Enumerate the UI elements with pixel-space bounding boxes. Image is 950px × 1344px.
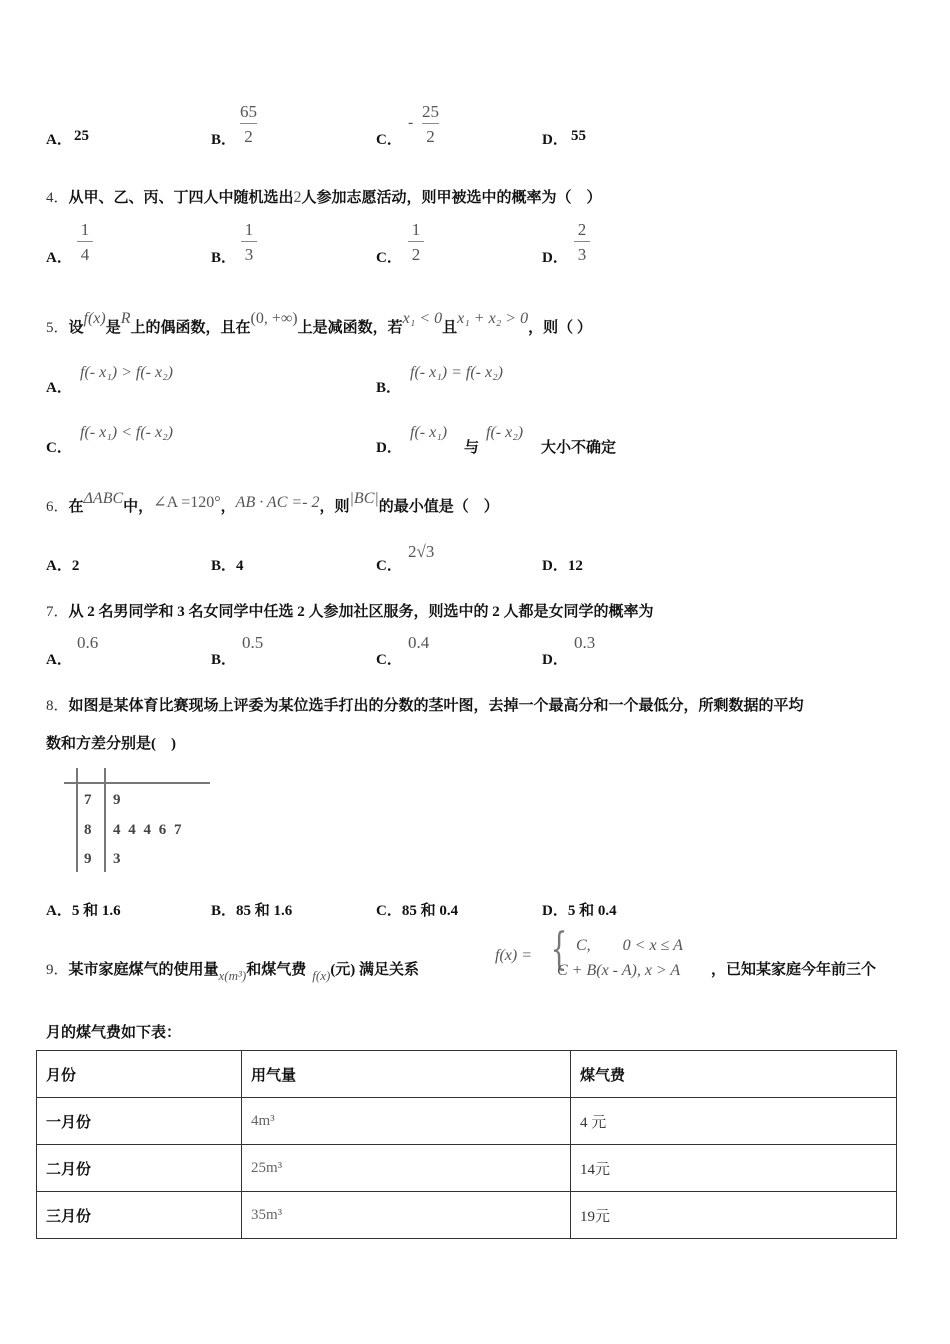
math-inline: (0, +∞): [250, 310, 298, 327]
table-cell-fee: 4 元: [571, 1098, 897, 1145]
piecewise-case-1: C, 0 < x ≤ A: [576, 937, 683, 954]
option-c-label: C．: [46, 440, 72, 456]
leaves: 9: [113, 792, 121, 808]
option-c-label: C．: [376, 132, 402, 148]
math-inline: x₁ + x₂ > 0: [457, 310, 529, 327]
denominator: 4: [80, 245, 90, 264]
table-row: [37, 1098, 897, 1145]
question-8-line-1: [46, 694, 804, 715]
math-inline: ∠A =120°: [153, 494, 221, 511]
table-cell-fee: 19元: [571, 1192, 897, 1239]
option-b-label: B．: [211, 652, 237, 668]
numerator: 1: [411, 220, 421, 239]
option-b: [211, 554, 244, 575]
question-text: 上的偶函数，且在: [130, 320, 251, 336]
math-inline: f(x): [83, 310, 106, 327]
option-c-label: C．: [376, 652, 402, 668]
numerator: 65: [240, 102, 257, 121]
denominator: 2: [426, 127, 435, 146]
option-a-label: A．: [46, 380, 72, 396]
question-text: (元) 满足关系: [330, 962, 420, 978]
option-c-label: C．: [376, 250, 402, 266]
question-text: 上是减函数，若: [297, 320, 403, 336]
option-value: 5 和 1.6: [71, 903, 121, 919]
stem: 9: [84, 851, 92, 867]
option-d-label: D．: [542, 250, 568, 266]
question-text: 和煤气费: [246, 962, 307, 978]
question-text: 的最小值是（ ）: [378, 499, 499, 515]
option-value: 85 和 1.6: [236, 903, 293, 919]
option-value: 12: [567, 558, 583, 574]
piecewise-fx: f(x) =: [495, 947, 532, 964]
table-header: 月份: [37, 1051, 242, 1098]
option-d-math: f(- x₁): [410, 424, 448, 441]
option-label: C．: [376, 903, 402, 919]
math-inline: R: [120, 310, 131, 327]
fraction: [77, 221, 93, 263]
stem: 7: [84, 792, 92, 808]
option-a: [46, 899, 121, 920]
leaves: 4 4 4 6 7: [113, 822, 182, 838]
option-a-math: f(- x₁) > f(- x₂): [80, 364, 173, 381]
option-b-value: 0.5: [242, 633, 264, 652]
math-inline: 2: [293, 189, 302, 206]
table-cell-month: 二月份: [37, 1145, 242, 1192]
option-value: 5 和 0.4: [567, 903, 617, 919]
option-d-math: f(- x₂): [486, 424, 524, 441]
option-label: D．: [542, 558, 568, 574]
numerator: 2: [577, 220, 587, 239]
option-c-math: f(- x₁) < f(- x₂): [80, 424, 173, 441]
question-text: 设: [68, 320, 84, 336]
denominator: 3: [577, 245, 587, 264]
question-number: 9．: [46, 962, 69, 978]
question-8-line-2: 数和方差分别是( ): [46, 736, 176, 752]
question-6-stem: [46, 490, 499, 516]
math-inline: |BC|: [349, 490, 379, 507]
fraction: [408, 221, 424, 263]
gas-fee-table: [36, 1050, 897, 1239]
fraction: [240, 103, 257, 145]
option-a-label: A．: [46, 132, 72, 148]
question-7-stem: [46, 600, 654, 621]
table-cell-fee: 14元: [571, 1145, 897, 1192]
option-value: 2: [71, 558, 80, 574]
option-label: B．: [211, 558, 237, 574]
option-c-math: 2√3: [408, 542, 435, 561]
math-inline: x₁ < 0: [402, 310, 443, 327]
option-d: [542, 899, 617, 920]
option-value: 4: [236, 558, 244, 574]
option-label: A．: [46, 903, 72, 919]
question-text: 中，: [123, 499, 154, 515]
question-4-stem: [46, 186, 602, 207]
option-a-value: 0.6: [77, 633, 99, 652]
question-text: 某市家庭煤气的使用量: [68, 962, 219, 978]
option-a-label: A．: [46, 250, 72, 266]
option-d-value: 0.3: [574, 633, 596, 652]
stem: 8: [84, 822, 92, 838]
plot-rule: [76, 768, 78, 872]
option-a-label: A．: [46, 652, 72, 668]
option-label: A．: [46, 558, 72, 574]
option-d-label: D．: [542, 132, 568, 148]
fraction: [241, 221, 257, 263]
question-text: ，则: [319, 499, 350, 515]
stem-leaf-plot: [64, 768, 210, 876]
math-inline: f(x): [312, 968, 331, 983]
question-text: ，则（ ）: [528, 320, 592, 336]
question-9-stem-b: 月的煤气费如下表：: [46, 1025, 182, 1041]
table-header: 用气量: [242, 1051, 571, 1098]
table-header-row: [37, 1051, 897, 1098]
option-d-text: 大小不确定: [541, 440, 617, 456]
question-number: 7．: [46, 604, 69, 620]
table-cell-usage: 25m³: [242, 1145, 571, 1192]
option-c: [376, 899, 458, 920]
question-text: 如图是某体育比赛现场上评委为某位选手打出的分数的茎叶图，去掉一个最高分和一个最低分，所剩数据的平均: [68, 698, 804, 714]
question-text: ，已知某家庭今年前三个: [711, 962, 877, 978]
option-a-value: 25: [74, 128, 89, 144]
numerator: 1: [80, 220, 90, 239]
numerator: 1: [244, 220, 254, 239]
option-value: 85 和 0.4: [401, 903, 459, 919]
question-9-stem-a: [46, 958, 420, 983]
piecewise-case-2: C + B(x - A), x > A: [557, 962, 681, 979]
denominator: 2: [244, 127, 253, 146]
option-b-label: B．: [376, 380, 402, 396]
option-b-math: f(- x₁) = f(- x₂): [410, 364, 503, 381]
left-brace: {: [550, 924, 568, 975]
table-cell-month: 三月份: [37, 1192, 242, 1239]
option-c-value: 0.4: [408, 633, 430, 652]
plot-divider: [104, 768, 106, 872]
table-cell-usage: 35m³: [242, 1192, 571, 1239]
option-label: B．: [211, 903, 237, 919]
question-text: ，: [220, 499, 236, 515]
option-a: [46, 554, 79, 575]
math-inline: ΔABC: [83, 490, 124, 507]
option-d-text: 与: [464, 440, 480, 456]
fraction: [574, 221, 590, 263]
option-d-label: D．: [542, 652, 568, 668]
question-text: 在: [68, 499, 84, 515]
question-5-stem: [46, 310, 592, 337]
denominator: 2: [411, 245, 421, 264]
question-text: 从 2 名男同学和 3 名女同学中任选 2 人参加社区服务，则选中的 2 人都是女同学的概率为: [68, 604, 654, 620]
option-c-label: C．: [376, 558, 402, 574]
option-b: [211, 899, 292, 920]
table-header: 煤气费: [571, 1051, 897, 1098]
table-row: [37, 1192, 897, 1239]
leaves: 3: [113, 851, 121, 867]
option-b-label: B．: [211, 132, 237, 148]
option-d: [542, 554, 583, 575]
table-cell-month: 一月份: [37, 1098, 242, 1145]
table-row: [37, 1145, 897, 1192]
option-b-label: B．: [211, 250, 237, 266]
question-number: 6．: [46, 499, 69, 515]
minus-sign: -: [408, 114, 414, 131]
numerator: 25: [422, 102, 439, 121]
question-number: 4．: [46, 190, 69, 206]
math-inline: x(m³): [218, 968, 247, 983]
fraction: [422, 103, 439, 145]
table-cell-usage: 4m³: [242, 1098, 571, 1145]
math-inline: AB · AC =- 2: [235, 494, 320, 511]
question-number: 5．: [46, 320, 69, 336]
option-d-label: D．: [376, 440, 402, 456]
question-number: 8．: [46, 698, 69, 714]
denominator: 3: [244, 245, 254, 264]
question-text: 人参加志愿活动，则甲被选中的概率为（ ）: [301, 190, 602, 206]
option-label: D．: [542, 903, 568, 919]
option-d-value: 55: [571, 128, 586, 144]
question-text: 从甲、乙、丙、丁四人中随机选出: [68, 190, 294, 206]
question-text: 且: [442, 320, 458, 336]
plot-rule: [64, 782, 210, 784]
question-text: 是: [105, 320, 121, 336]
